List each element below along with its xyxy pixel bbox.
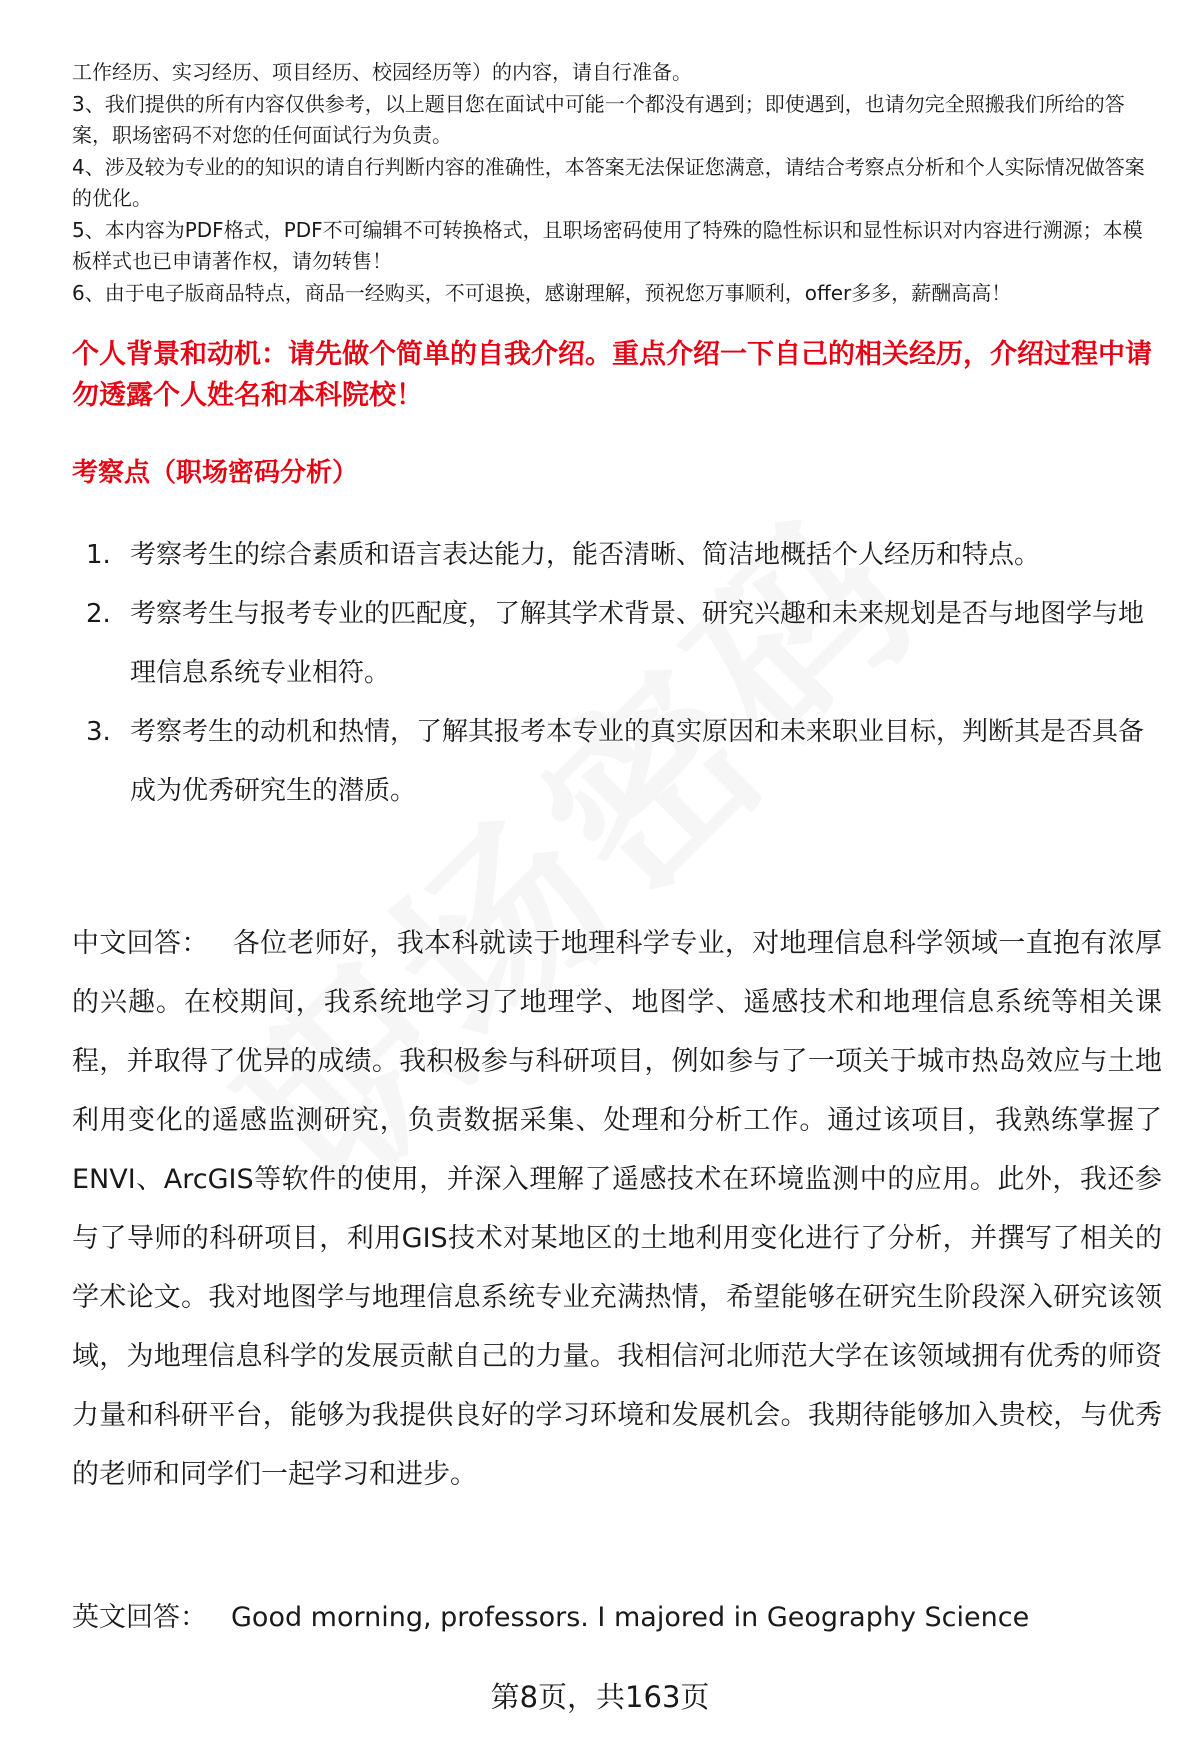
point-text: 考察考生的综合素质和语言表达能力，能否清晰、简洁地概括个人经历和特点。 [130,540,1041,570]
question-heading: 个人背景和动机：请先做个简单的自我介绍。重点介绍一下自己的相关经历，介绍过程中请勿透露个人姓名和本科院校！ [72,339,1152,411]
note-line: 工作经历、实习经历、项目经历、校园经历等）的内容，请自行准备。 [72,60,692,84]
english-answer [72,1598,1162,1638]
point-text: 考察考生与报考专业的匹配度，了解其学术背景、研究兴趣和未来规划是否与地图学与地理信息系统专业相符。 [130,599,1145,688]
english-answer-label: 英文回答： [72,1602,207,1633]
analysis-point [80,703,1160,821]
analysis-title: 考察点（职场密码分析） [72,458,359,488]
note-line: 3、我们提供的所有内容仅供参考，以上题目您在面试中可能一个都没有遇到；即使遇到，也请勿完全照搬我们所给的答案，职场密码不对您的任何面试行为负责。 [72,91,1125,147]
notes-section [72,57,1162,309]
point-number: 2. [86,599,111,629]
note-line: 4、涉及较为专业的的知识的请自行判断内容的准确性，本答案无法保证您满意，请结合考察点分析和个人实际情况做答案的优化。 [72,154,1145,210]
chinese-answer-text: 各位老师好，我本科就读于地理科学专业，对地理信息科学领域一直抱有浓厚的兴趣。在校期间，我系统地学习了地理学、地图学、遥感技术和地理信息系统等相关课程，并取得了优异的成绩。我积极参与科研项目，例如参与了一项关于城市热岛效应与土地利用变化的遥感监测研究，负责数据采集、处理和分析工作。通过该项目，我熟练掌握了ENVI、ArcGIS等软件的使用，并深入理解了遥感技术在环境监测中的应用。此外，我还参与了导师的科研项目，利用GIS技术对某地区的土地利用变化进行了分析，并撰写了相关的学术论文。我对地图学与地理信息系统专业充满热情，希望能够在研究生阶段深入研究该领域，为地理信息科学的发展贡献自己的力量。我相信河北师范大学在该领域拥有优秀的师资力量和科研平台，能够为我提供良好的学习环境和发展机会。我期待能够加入贵校，与优秀的老师和同学们一起学习和进步。 [72,928,1163,1490]
analysis-point [80,526,1160,585]
point-text: 考察考生的动机和热情，了解其报考本专业的真实原因和未来职业目标，判断其是否具备成为优秀研究生的潜质。 [130,717,1145,806]
analysis-points [80,526,1160,821]
page-footer: 第8页，共163页 [490,1680,710,1714]
note-line: 6、由于电子版商品特点，商品一经购买，不可退换，感谢理解，预祝您万事顺利，offer多多，薪酬高高！ [72,280,1012,305]
english-answer-text: Good morning, professors. I majored in Geography Science [231,1602,1030,1633]
note-line: 5、本内容为PDF格式，PDF不可编辑不可转换格式，且职场密码使用了特殊的隐性标识和显性标识对内容进行溯源；本模板样式也已申请著作权，请勿转售！ [72,217,1143,273]
point-number: 1. [86,540,111,570]
chinese-answer-label: 中文回答： [72,928,209,959]
chinese-answer [72,914,1162,1504]
analysis-point [80,585,1160,703]
point-number: 3. [86,717,111,747]
